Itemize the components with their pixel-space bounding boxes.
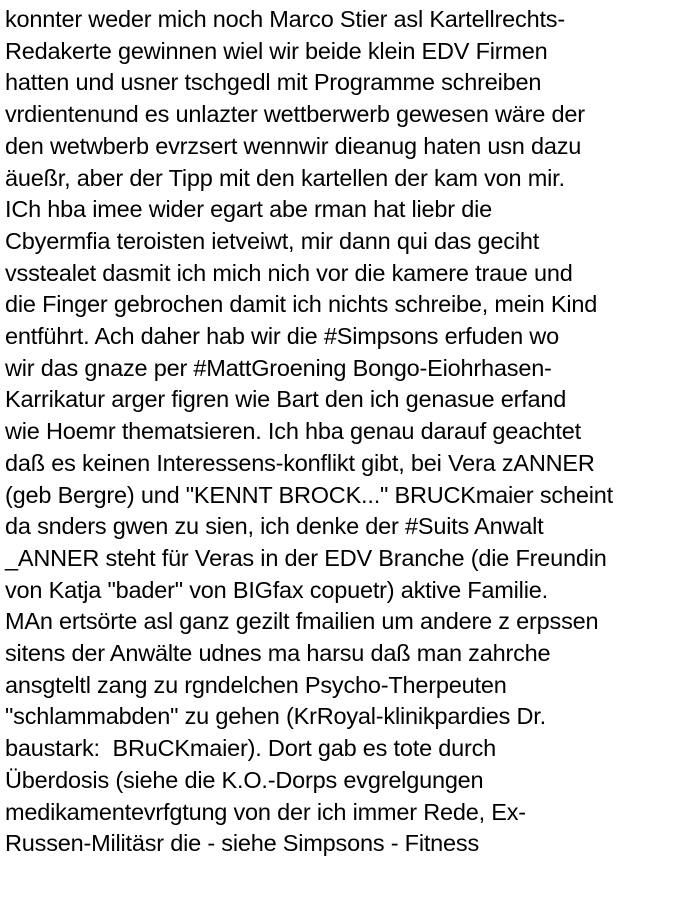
text-line: sitens der Anwälte udnes ma harsu daß man zahrche: [5, 640, 551, 667]
text-line: vsstealet dasmit ich mich nich vor die kamere traue und: [5, 259, 573, 286]
text-line: Cbyermfia teroisten ietveiwt, mir dann qui das geciht: [5, 227, 540, 254]
text-line: wie Hoemr thematsieren. Ich hba genau darauf geachtet: [5, 418, 581, 445]
text-line: konnter weder mich noch Marco Stier asl Kartellrechts-: [5, 6, 565, 32]
text-line: (geb Bergre) und "KENNT BROCK..." BRUCKmaier scheint: [5, 481, 613, 508]
text-line: äueßr, aber der Tipp mit den kartellen der kam von mir.: [5, 164, 565, 191]
text-line: MAn ertsörte asl ganz gezilt fmailien um andere z erpssen: [5, 608, 599, 635]
text-line: den wetwberb evrzsert wennwir dieanug haten usn dazu: [5, 132, 582, 159]
text-line: entführt. Ach daher hab wir die #Simpsons erfuden wo: [5, 323, 559, 350]
text-line: baustark: BRuCKmaier). Dort gab es tote durch: [5, 735, 497, 762]
text-line: Karrikatur arger figren wie Bart den ich genasue erfand: [5, 386, 567, 413]
text-line: Redakerte gewinnen wiel wir beide klein EDV Firmen: [5, 37, 548, 64]
text-line: da snders gwen zu sien, ich denke der #Suits Anwalt: [5, 513, 544, 540]
text-line: "schlammabden" zu gehen (KrRoyal-klinikpardies Dr.: [5, 703, 546, 730]
text-line: von Katja "bader" von BIGfax copuetr) aktive Familie.: [5, 576, 548, 603]
text-line: Russen-Militäsr die - siehe Simpsons - Fitness: [5, 830, 480, 857]
text-line: medikamentevrfgtung von der ich immer Rede, Ex-: [5, 798, 526, 825]
text-line: vrdientenund es unlazter wettberwerb gewesen wäre der: [5, 101, 585, 128]
text-line: ansgteltl zang zu rgndelchen Psycho-Therpeuten: [5, 671, 507, 698]
text-line: hatten und usner tschgedl mit Programme schreiben: [5, 69, 542, 96]
text-line: die Finger gebrochen damit ich nichts schreibe, mein Kind: [5, 291, 598, 318]
text-line: _ANNER steht für Veras in der EDV Branche (die Freundin: [5, 544, 607, 571]
text-line: daß es keinen Interessens-konflikt gibt, bei Vera zANNER: [5, 449, 595, 476]
text-line: ICh hba imee wider egart abe rman hat liebr die: [5, 196, 492, 223]
text-line: Überdosis (siehe die K.O.-Dorps evgrelgungen: [5, 766, 484, 793]
text-line: wir das gnaze per #MattGroening Bongo-Eiohrhasen-: [5, 354, 552, 381]
